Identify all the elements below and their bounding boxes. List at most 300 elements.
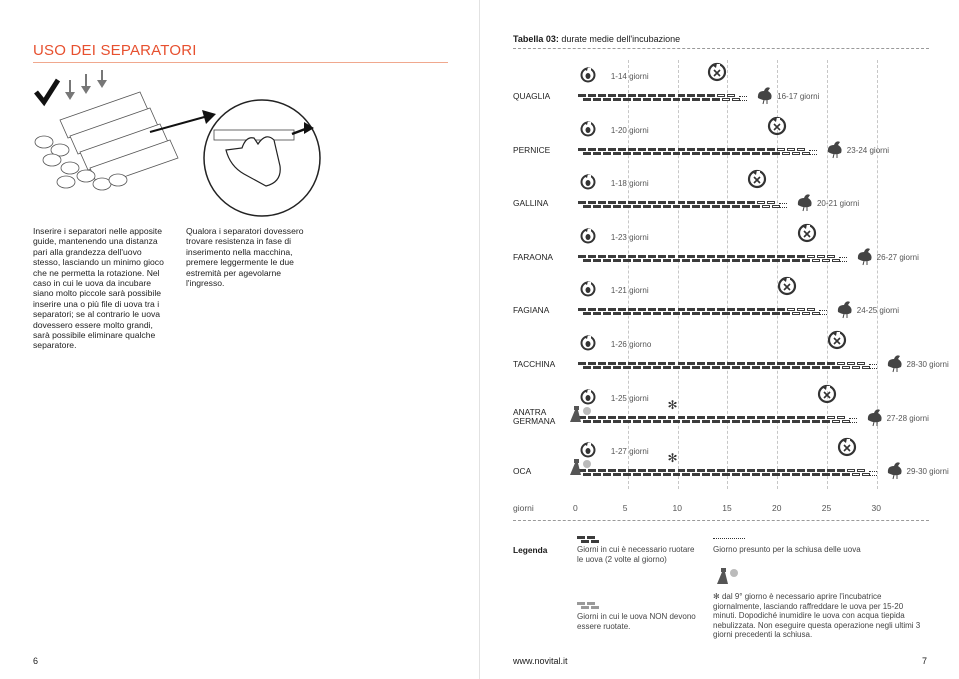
grid-line (628, 60, 629, 489)
rotate-day-mark (777, 255, 785, 258)
rotate-day-mark (737, 255, 745, 258)
rotate-day-mark (598, 362, 606, 365)
rotation-range-label: 1-26 giorno (610, 340, 652, 349)
rotate-day-mark (588, 362, 596, 365)
bird-icon (855, 245, 875, 266)
rotate-day-mark (618, 308, 626, 311)
rotation-range-label: 1-18 giorni (610, 179, 649, 189)
rotate-day-mark (608, 362, 616, 365)
rotate-day-mark (757, 148, 765, 151)
species-label: FARAONA (513, 251, 554, 262)
rotate-day-mark (697, 416, 705, 419)
legend-daily-text (713, 592, 923, 640)
rotate-day-mark (678, 416, 686, 419)
rotate-day-mark (742, 420, 750, 423)
rotate-day-mark (618, 148, 626, 151)
rotate-day-mark (682, 259, 690, 262)
hatch-day-mark (819, 310, 827, 315)
row-bar (578, 255, 857, 262)
rotate-day-mark (817, 469, 825, 472)
rotate-day-mark (702, 366, 710, 369)
rotate-day-mark (797, 416, 805, 419)
species-label: QUAGLIA (513, 91, 551, 101)
rotate-day-mark (757, 416, 765, 419)
rotate-day-mark (807, 362, 815, 365)
rotate-day-mark (673, 205, 681, 208)
no-rotate-day-mark (802, 312, 810, 315)
rotate-day-mark (608, 255, 616, 258)
no-rotate-day-mark (817, 255, 825, 258)
row-bar (578, 416, 867, 423)
right-page (481, 0, 959, 679)
legend-norotate-text: Giorni in cui le uova NON devono essere ruotate. (577, 612, 696, 631)
rotate-day-mark (697, 362, 705, 365)
rotate-day-mark (578, 94, 586, 97)
rotate-day-mark (603, 259, 611, 262)
rotate-day-mark (658, 148, 666, 151)
rotate-day-mark (598, 255, 606, 258)
rotate-day-mark (742, 259, 750, 262)
rotate-day-mark (628, 201, 636, 204)
rotate-day-mark (732, 205, 740, 208)
rotate-day-mark (707, 148, 715, 151)
rotate-day-mark (737, 308, 745, 311)
rotate-day-mark (603, 152, 611, 155)
hatch-day-mark (809, 150, 817, 155)
hatch-day-mark (869, 471, 877, 476)
rotate-day-mark (752, 473, 760, 476)
rotate-day-mark (797, 255, 805, 258)
tip-paragraph: Qualora i separatori dovessero trovare resistenza in fase di inserimento nella macchina, premere leggermente le due estremità per agevolarne l'ingresso. (186, 226, 304, 289)
rotate-day-mark (797, 362, 805, 365)
rotate-day-mark (777, 469, 785, 472)
rotate-day-mark (578, 201, 586, 204)
rotate-day-mark (668, 94, 676, 97)
left-page (0, 0, 478, 679)
insert-arrow-icon (150, 116, 208, 132)
axis-tick-label: 25 (821, 503, 832, 513)
rotate-day-mark (832, 366, 840, 369)
rotate-day-mark (638, 416, 646, 419)
rotate-day-mark (598, 469, 606, 472)
bird-icon (795, 191, 815, 212)
rotate-day-mark (618, 255, 626, 258)
rotate-day-mark (633, 98, 641, 101)
rotate-day-mark (618, 469, 626, 472)
rotate-day-mark (623, 420, 631, 423)
rotate-day-mark (827, 362, 835, 365)
rotate-day-mark (732, 312, 740, 315)
rotate-day-mark (697, 94, 705, 97)
rotate-day-mark (603, 420, 611, 423)
rotate-day-mark (767, 308, 775, 311)
rotate-day-mark (593, 205, 601, 208)
rotate-day-mark (792, 259, 800, 262)
rotate-day-mark (727, 416, 735, 419)
rotate-day-mark (663, 98, 671, 101)
rotate-day-mark (747, 308, 755, 311)
rotate-day-mark (842, 473, 850, 476)
rotate-day-mark (762, 420, 770, 423)
rotate-day-mark (658, 416, 666, 419)
rotate-day-mark (682, 366, 690, 369)
rotate-day-mark (653, 312, 661, 315)
rotate-day-mark (668, 362, 676, 365)
hatch-day-mark (849, 418, 857, 423)
rotate-day-mark (707, 201, 715, 204)
rotate-day-mark (692, 98, 700, 101)
rotate-day-mark (623, 312, 631, 315)
rotate-day-mark (712, 259, 720, 262)
rotate-day-mark (658, 362, 666, 365)
rotate-day-mark (802, 259, 810, 262)
rotate-day-mark (668, 469, 676, 472)
rotate-day-mark (762, 473, 770, 476)
rotate-day-mark (737, 201, 745, 204)
rotate-day-mark (668, 201, 676, 204)
rotate-day-mark (673, 152, 681, 155)
legend-hatch-swatch (713, 538, 745, 539)
rotation-range-label: 1-20 giorni (610, 125, 649, 135)
separator-illustration (30, 70, 460, 220)
rotate-day-mark (653, 366, 661, 369)
rotate-day-mark (697, 255, 705, 258)
hatch-day-mark (739, 96, 747, 101)
rotate-day-mark (762, 259, 770, 262)
rotate-day-mark (583, 312, 591, 315)
rotate-day-mark (717, 201, 725, 204)
rotate-day-mark (628, 148, 636, 151)
rotate-day-mark (742, 366, 750, 369)
rotate-day-mark (687, 148, 695, 151)
rotate-day-mark (772, 366, 780, 369)
hatch-range-label: 20-21 giorni (816, 199, 860, 209)
rotate-day-mark (717, 362, 725, 365)
rotate-day-mark (702, 152, 710, 155)
rotate-day-mark (653, 259, 661, 262)
rotate-day-mark (817, 362, 825, 365)
no-rotate-day-mark (832, 420, 840, 423)
title-rule (33, 62, 448, 63)
rotate-day-mark (598, 308, 606, 311)
rotate-day-mark (638, 148, 646, 151)
rotate-day-mark (593, 152, 601, 155)
rotate-day-mark (618, 416, 626, 419)
rotate-day-mark (807, 469, 815, 472)
rotate-day-mark (678, 201, 686, 204)
site-url: www.novital.it (513, 656, 568, 666)
rotate-day-mark (668, 416, 676, 419)
rotate-day-mark (767, 362, 775, 365)
rotate-day-mark (653, 152, 661, 155)
rotate-day-mark (588, 308, 596, 311)
rotate-day-mark (678, 255, 686, 258)
rotate-day-mark (648, 469, 656, 472)
down-arrow-icon (65, 70, 107, 100)
rotate-day-mark (747, 201, 755, 204)
asterisk-icon: ✻ (667, 451, 678, 466)
rotate-day-mark (593, 420, 601, 423)
rotate-day-mark (767, 469, 775, 472)
rotate-day-mark (712, 366, 720, 369)
rotate-day-mark (687, 94, 695, 97)
rotate-day-mark (712, 205, 720, 208)
rotate-day-mark (613, 312, 621, 315)
rotate-day-mark (727, 308, 735, 311)
rotate-day-mark (593, 473, 601, 476)
rotate-day-mark (648, 201, 656, 204)
rotate-day-mark (802, 366, 810, 369)
axis-title: giorni (513, 503, 534, 513)
spray-icon (566, 404, 592, 424)
rotate-day-mark (732, 259, 740, 262)
rotate-day-mark (702, 98, 710, 101)
rotate-day-mark (643, 420, 651, 423)
stop-rotation-icon (707, 62, 727, 82)
rotate-day-mark (697, 201, 705, 204)
row-bar (578, 148, 827, 155)
rotate-day-mark (583, 152, 591, 155)
no-rotate-day-mark (812, 259, 820, 262)
rotate-day-mark (772, 259, 780, 262)
bird-icon (885, 352, 905, 373)
rotation-range-label: 1-23 giorni (610, 232, 649, 242)
rotate-day-mark (747, 255, 755, 258)
rotate-day-mark (767, 148, 775, 151)
rotate-day-mark (777, 308, 785, 311)
bird-icon (885, 459, 905, 480)
bird-icon (835, 298, 855, 319)
no-rotate-day-mark (852, 366, 860, 369)
row-bar (578, 201, 797, 208)
no-rotate-day-mark (792, 312, 800, 315)
rotate-day-mark (678, 308, 686, 311)
rotate-day-mark (583, 366, 591, 369)
rotate-day-mark (722, 473, 730, 476)
page-number-left: 6 (33, 656, 39, 666)
rotate-day-mark (692, 152, 700, 155)
rotate-day-mark (593, 312, 601, 315)
rotate-day-mark (752, 366, 760, 369)
no-rotate-day-mark (797, 308, 805, 311)
rotate-day-mark (717, 469, 725, 472)
legend-rotate-text: Giorni in cui è necessario ruotare le uova (2 volte al giorno) (577, 545, 695, 564)
rotate-day-mark (692, 473, 700, 476)
rotate-day-mark (628, 469, 636, 472)
legend-norotate-swatch (577, 602, 607, 609)
rotate-day-mark (782, 366, 790, 369)
rotate-day-mark (792, 420, 800, 423)
rotate-day-mark (598, 416, 606, 419)
no-rotate-day-mark (837, 362, 845, 365)
rotate-day-mark (712, 473, 720, 476)
rotate-day-mark (747, 416, 755, 419)
rotate-day-mark (762, 152, 770, 155)
rotate-day-mark (638, 201, 646, 204)
rotate-day-mark (692, 259, 700, 262)
rotate-day-mark (682, 205, 690, 208)
rotate-day-mark (757, 255, 765, 258)
rotate-day-mark (707, 469, 715, 472)
rotate-day-mark (643, 98, 651, 101)
rotate-day-mark (732, 366, 740, 369)
rotate-day-mark (702, 473, 710, 476)
page-number-right: 7 (921, 656, 927, 666)
no-rotate-day-mark (822, 259, 830, 262)
rotate-day-mark (712, 420, 720, 423)
rotate-day-mark (633, 420, 641, 423)
incubation-start-icon (580, 173, 597, 191)
spray-icon (566, 457, 592, 477)
rotate-day-mark (737, 148, 745, 151)
rotate-day-mark (593, 259, 601, 262)
species-label: FAGIANA (513, 305, 550, 316)
rotate-day-mark (673, 366, 681, 369)
rotate-day-mark (588, 255, 596, 258)
no-rotate-day-mark (807, 255, 815, 258)
hatch-range-label: 23-24 giorni (846, 145, 890, 155)
no-rotate-day-mark (717, 94, 725, 97)
species-label: ANATRA GERMANA (513, 406, 556, 427)
row-bar (578, 362, 887, 369)
rotate-day-mark (598, 148, 606, 151)
stop-rotation-icon (767, 116, 787, 136)
rotate-day-mark (643, 259, 651, 262)
rotate-day-mark (752, 205, 760, 208)
rotate-day-mark (687, 201, 695, 204)
no-rotate-day-mark (852, 473, 860, 476)
rotate-day-mark (727, 201, 735, 204)
rotate-day-mark (797, 469, 805, 472)
no-rotate-day-mark (757, 201, 765, 204)
rotate-day-mark (787, 469, 795, 472)
rotate-day-mark (687, 469, 695, 472)
rotate-day-mark (722, 420, 730, 423)
legend-rotate-swatch (577, 536, 607, 543)
rotate-day-mark (668, 255, 676, 258)
rotate-day-mark (653, 473, 661, 476)
rotation-range-label: 1-14 giorni (610, 72, 649, 81)
rotate-day-mark (772, 312, 780, 315)
rotate-day-mark (583, 259, 591, 262)
rotate-day-mark (643, 312, 651, 315)
rotate-day-mark (787, 416, 795, 419)
rotate-day-mark (628, 308, 636, 311)
axis-tick-label: 30 (871, 503, 881, 513)
rotate-day-mark (707, 255, 715, 258)
rotate-day-mark (623, 152, 631, 155)
rotate-day-mark (682, 473, 690, 476)
rotate-day-mark (663, 366, 671, 369)
rotate-day-mark (633, 259, 641, 262)
rotate-day-mark (658, 308, 666, 311)
rotate-day-mark (692, 366, 700, 369)
rotate-day-mark (682, 98, 690, 101)
legend-title: Legenda (513, 545, 548, 555)
rotate-day-mark (747, 362, 755, 365)
rotate-day-mark (732, 473, 740, 476)
rotate-day-mark (742, 205, 750, 208)
stop-rotation-icon (817, 384, 837, 404)
rotate-day-mark (782, 312, 790, 315)
no-rotate-day-mark (827, 255, 835, 258)
rotate-day-mark (618, 94, 626, 97)
rotate-day-mark (792, 473, 800, 476)
no-rotate-day-mark (827, 416, 835, 419)
stop-rotation-icon (797, 223, 817, 243)
rotate-day-mark (712, 312, 720, 315)
rotate-day-mark (837, 469, 845, 472)
rotate-day-mark (638, 308, 646, 311)
rotate-day-mark (747, 469, 755, 472)
rotate-day-mark (603, 312, 611, 315)
rotate-day-mark (618, 362, 626, 365)
no-rotate-day-mark (727, 94, 735, 97)
rotate-day-mark (613, 420, 621, 423)
hatch-range-label: 29-30 giorni (906, 467, 949, 477)
rotate-day-mark (673, 98, 681, 101)
rotate-day-mark (722, 259, 730, 262)
rotate-day-mark (633, 312, 641, 315)
rotate-day-mark (633, 473, 641, 476)
rotate-day-mark (613, 205, 621, 208)
rotate-day-mark (633, 366, 641, 369)
rotate-day-mark (772, 473, 780, 476)
rotate-day-mark (643, 205, 651, 208)
rotate-day-mark (613, 259, 621, 262)
rotate-day-mark (747, 148, 755, 151)
species-label: OCA (513, 466, 532, 477)
rotate-day-mark (702, 205, 710, 208)
rotate-day-mark (628, 416, 636, 419)
rotate-day-mark (678, 362, 686, 365)
rotate-day-mark (633, 205, 641, 208)
rotate-day-mark (752, 152, 760, 155)
rotate-day-mark (623, 98, 631, 101)
row-bar (578, 94, 757, 101)
rotate-day-mark (707, 94, 715, 97)
rotate-day-mark (697, 469, 705, 472)
rotate-day-mark (807, 416, 815, 419)
no-rotate-day-mark (792, 152, 800, 155)
axis-tick-label: 10 (672, 503, 682, 513)
incubation-start-icon (580, 120, 597, 138)
rotate-day-mark (613, 98, 621, 101)
rotate-day-mark (687, 308, 695, 311)
rotate-day-mark (787, 362, 795, 365)
rotate-day-mark (603, 366, 611, 369)
no-rotate-day-mark (837, 416, 845, 419)
rotate-day-mark (678, 469, 686, 472)
rotate-day-mark (638, 469, 646, 472)
rotate-day-mark (757, 362, 765, 365)
rotate-day-mark (643, 152, 651, 155)
rotate-day-mark (583, 205, 591, 208)
rotate-day-mark (588, 148, 596, 151)
grid-line (678, 60, 679, 489)
bird-icon (755, 84, 775, 105)
incubation-start-icon (580, 280, 597, 298)
rotate-day-mark (817, 416, 825, 419)
rotate-day-mark (812, 420, 820, 423)
no-rotate-day-mark (722, 98, 730, 101)
checkmark-icon (36, 80, 58, 102)
legend-hatch-text: Giorno presunto per la schiusa delle uova (713, 545, 861, 554)
rotate-day-mark (623, 473, 631, 476)
rotate-day-mark (603, 473, 611, 476)
rotate-day-mark (603, 205, 611, 208)
rotate-day-mark (638, 94, 646, 97)
